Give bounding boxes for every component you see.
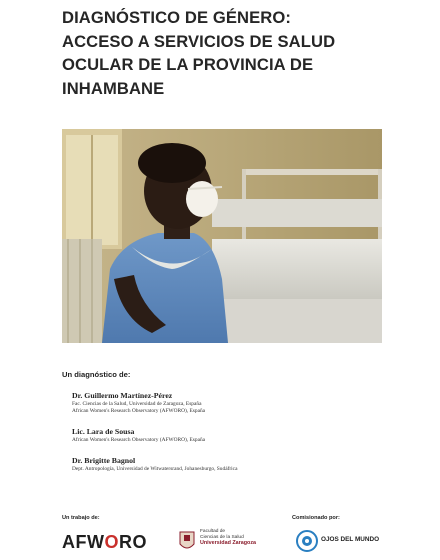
diagnosis-by-label: Un diagnóstico de: xyxy=(62,370,131,379)
author-block xyxy=(72,427,205,444)
afworo-logo-suffix: RO xyxy=(119,532,147,552)
author-affiliation: African Women's Research Observatory (AFWORO), España xyxy=(72,408,206,415)
cover-photo xyxy=(62,129,382,343)
author-name: Dr. Guillermo Martínez-Pérez xyxy=(72,391,173,400)
author-name: Dr. Brigitte Bagnol xyxy=(72,456,136,465)
afworo-logo-accent: O xyxy=(104,532,119,552)
author-name: Lic. Lara de Sousa xyxy=(72,427,135,436)
author-block xyxy=(72,391,205,415)
afworo-logo-prefix: AFW xyxy=(62,532,105,552)
unizar-logo-text xyxy=(200,529,256,547)
ojos-del-mundo-text: OJOS DEL MUNDO xyxy=(321,536,380,543)
afworo-logo xyxy=(62,532,147,553)
document-title xyxy=(62,6,402,100)
unizar-line1: Facultad de xyxy=(200,529,226,534)
unizar-line2: Ciencias de la Salud xyxy=(200,534,244,540)
title-line: OCULAR DE LA PROVINCIA DE xyxy=(62,55,314,74)
title-line: INHAMBANE xyxy=(62,78,165,98)
author-block xyxy=(72,456,237,473)
cover-photo-illustration xyxy=(62,129,382,343)
author-affiliation: Dept. Antropología, Universidad de Witwatersrand, Johanesburgo, Sudáfrica xyxy=(72,466,238,472)
title-line: ACCESO A SERVICIOS DE SALUD xyxy=(62,31,336,51)
ojos-del-mundo-eye-icon xyxy=(296,530,318,552)
commissioned-by-label: Comisionado por: xyxy=(292,515,340,521)
unizar-line3: Universidad Zaragoza xyxy=(200,540,257,547)
work-by-label: Un trabajo de: xyxy=(62,515,100,521)
author-affiliation: African Women's Research Observatory (AFWORO), España xyxy=(72,437,206,443)
title-line: DIAGNÓSTICO DE GÉNERO: xyxy=(62,8,291,27)
author-affiliation: Fac. Ciencias de la Salud, Universidad de Zaragoza, España xyxy=(72,401,202,407)
unizar-crest-icon xyxy=(178,528,196,554)
ojos-del-mundo-logo xyxy=(296,530,380,552)
unizar-logo xyxy=(178,528,273,554)
